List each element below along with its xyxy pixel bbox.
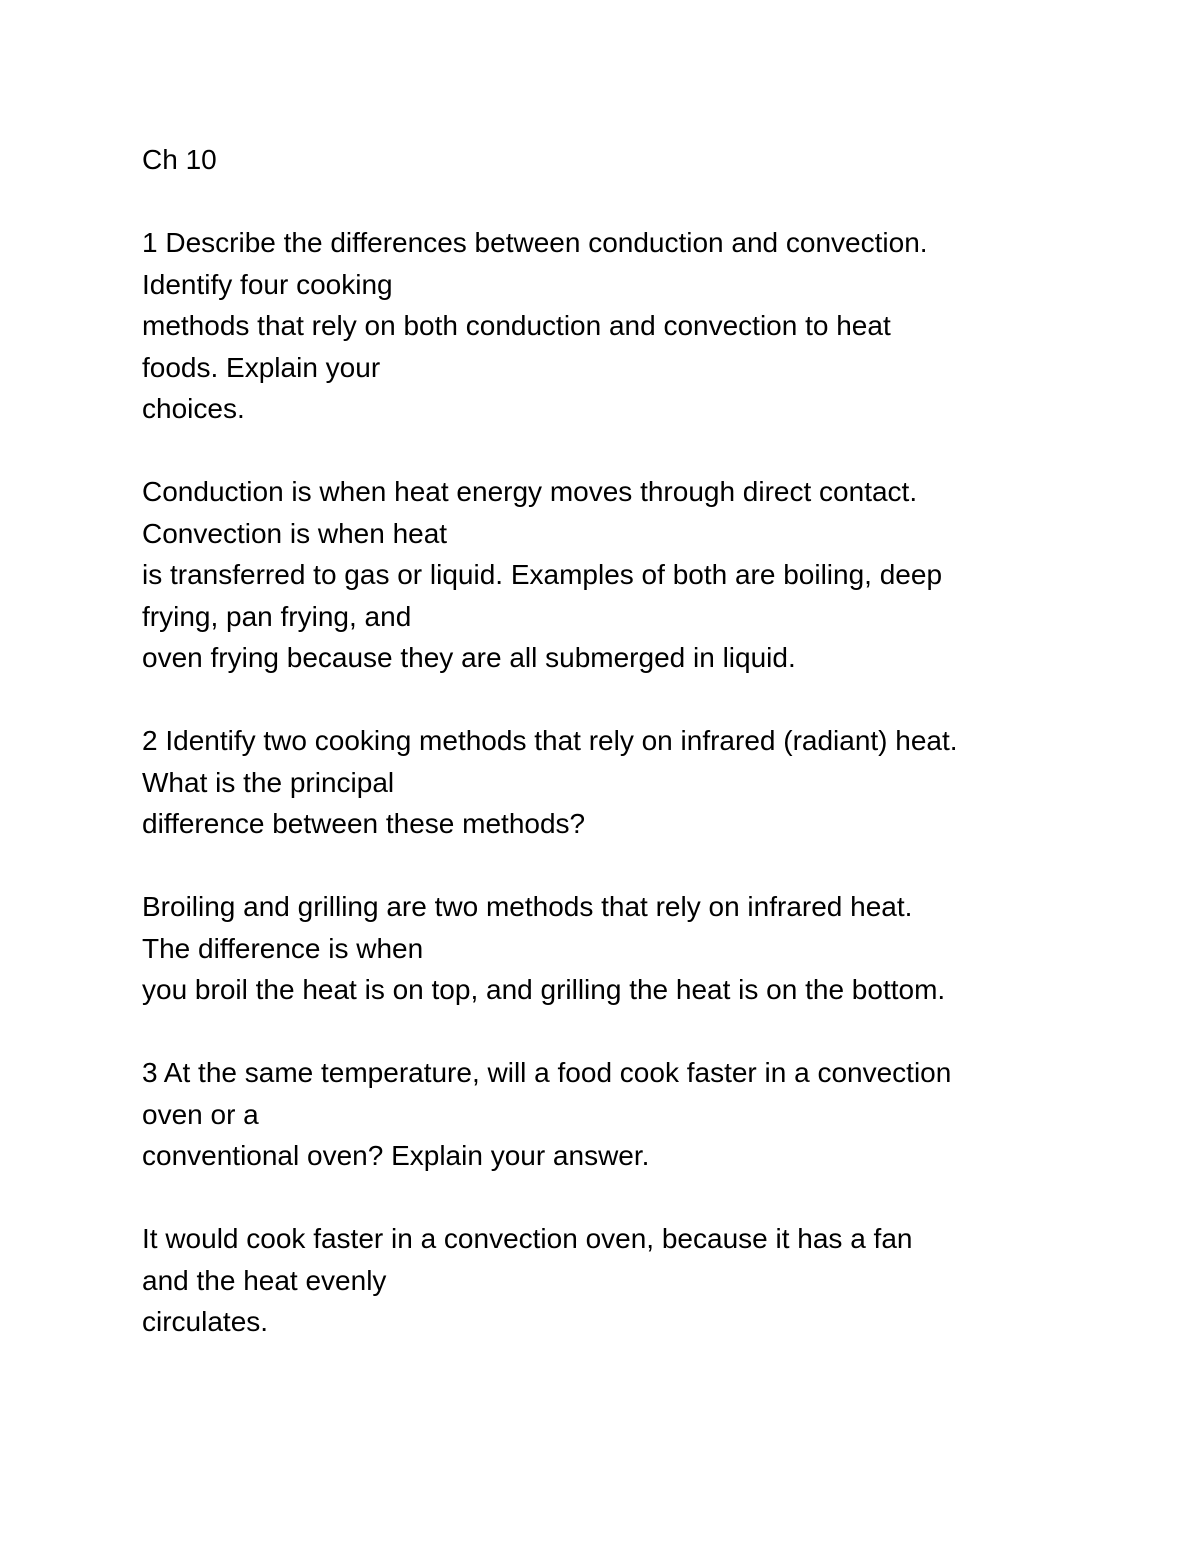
answer-1-line-2: Convection is when heat	[142, 517, 448, 549]
spacer	[142, 1177, 1142, 1219]
question-1-line-1: 1 Describe the differences between conduction and convection.	[142, 227, 928, 258]
answer-2-line-1: Broiling and grilling are two methods that rely on infrared heat.	[142, 891, 913, 922]
question-2-line-2: What is the principal	[142, 766, 395, 798]
chapter-title: Ch 10	[142, 144, 217, 175]
document-body	[142, 139, 1142, 1343]
question-1-line-4: foods. Explain your	[142, 351, 381, 383]
spacer	[142, 845, 1142, 887]
question-1-line-5: choices.	[142, 393, 245, 424]
answer-1-line-5: oven frying because they are all submerged in liquid.	[142, 642, 796, 673]
question-3-line-3: conventional oven? Explain your answer.	[142, 1140, 650, 1171]
answer-3-line-2: and the heat evenly	[142, 1264, 387, 1296]
question-1-line-2: Identify four cooking	[142, 268, 393, 300]
spacer	[142, 181, 1142, 223]
answer-3-line-3: circulates.	[142, 1306, 269, 1337]
question-2-line-3: difference between these methods?	[142, 808, 586, 839]
answer-1-line-3: is transferred to gas or liquid. Examples of both are boiling, deep	[142, 559, 943, 590]
question-1-line-3: methods that rely on both conduction and convection to heat	[142, 310, 891, 341]
answer-1-line-4: frying, pan frying, and	[142, 600, 412, 632]
question-2-line-1: 2 Identify two cooking methods that rely on infrared (radiant) heat.	[142, 725, 958, 756]
spacer	[142, 1011, 1142, 1053]
answer-3-line-1: It would cook faster in a convection oven, because it has a fan	[142, 1223, 913, 1254]
answer-1-line-1: Conduction is when heat energy moves through direct contact.	[142, 476, 918, 507]
spacer	[142, 430, 1142, 472]
question-3-line-1: 3 At the same temperature, will a food cook faster in a convection	[142, 1057, 952, 1088]
question-3-line-2: oven or a	[142, 1098, 259, 1130]
answer-2-line-2: The difference is when	[142, 932, 424, 964]
answer-2-line-3: you broil the heat is on top, and grilling the heat is on the bottom.	[142, 974, 946, 1005]
spacer	[142, 679, 1142, 721]
